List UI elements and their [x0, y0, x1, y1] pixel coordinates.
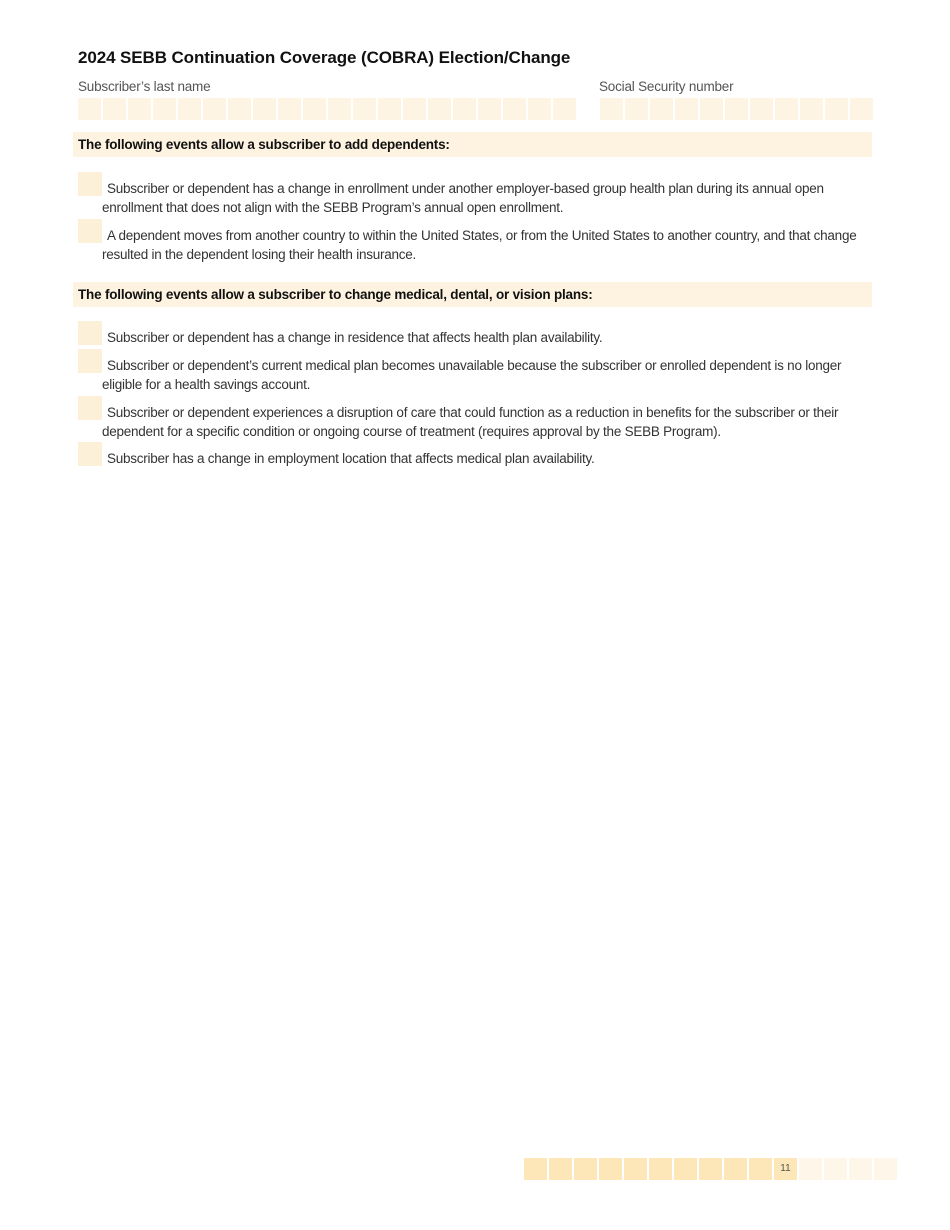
page-strip-cell — [749, 1158, 772, 1180]
last-name-char-box[interactable] — [453, 98, 476, 120]
page-strip-cell — [724, 1158, 747, 1180]
ssn-digit-box[interactable] — [775, 98, 798, 120]
page-number: 11 — [774, 1158, 797, 1180]
last-name-char-box[interactable] — [228, 98, 251, 120]
last-name-char-box[interactable] — [478, 98, 501, 120]
last-name-char-box[interactable] — [153, 98, 176, 120]
last-name-char-box[interactable] — [428, 98, 451, 120]
last-name-char-box[interactable] — [253, 98, 276, 120]
page-strip-cell — [674, 1158, 697, 1180]
ssn-digit-box[interactable] — [825, 98, 848, 120]
last-name-char-box[interactable] — [353, 98, 376, 120]
change-plans-item — [78, 349, 868, 394]
page-strip-cell — [699, 1158, 722, 1180]
change-plans-heading: The following events allow a subscriber to change medical, dental, or vision plans: — [73, 282, 872, 307]
event-checkbox[interactable] — [78, 442, 102, 466]
event-label: Subscriber or dependent’s current medical plan becomes unavailable because the subscriber or enrolled dependent is no longer eligible for a health savings account. — [102, 358, 842, 392]
ssn-input[interactable] — [600, 98, 875, 120]
ssn-label: Social Security number — [599, 79, 734, 94]
event-label: Subscriber or dependent experiences a disruption of care that could function as a reduction in benefits for the subscriber or their dependent for a specific condition or ongoing course of treatment (requires approval by the SEBB Program). — [102, 405, 839, 439]
last-name-char-box[interactable] — [328, 98, 351, 120]
page-strip-cell — [599, 1158, 622, 1180]
event-label: A dependent moves from another country to within the United States, or from the United States to another country, and that change resulted in the dependent losing their health insurance. — [102, 228, 857, 262]
event-checkbox[interactable] — [78, 172, 102, 196]
page-strip-cell — [874, 1158, 897, 1180]
change-plans-item — [78, 442, 868, 469]
event-checkbox[interactable] — [78, 396, 102, 420]
page-strip-cell — [524, 1158, 547, 1180]
last-name-char-box[interactable] — [103, 98, 126, 120]
last-name-char-box[interactable] — [378, 98, 401, 120]
event-label: Subscriber has a change in employment location that affects medical plan availability. — [107, 451, 595, 466]
last-name-char-box[interactable] — [128, 98, 151, 120]
event-label: Subscriber or dependent has a change in enrollment under another employer-based group health plan during its annual open enrollment that does not align with the SEBB Program’s annual open enrollment. — [102, 181, 824, 215]
last-name-char-box[interactable] — [303, 98, 326, 120]
last-name-char-box[interactable] — [403, 98, 426, 120]
page-strip-cell — [824, 1158, 847, 1180]
last-name-char-box[interactable] — [78, 98, 101, 120]
last-name-input[interactable] — [78, 98, 578, 120]
event-checkbox[interactable] — [78, 349, 102, 373]
ssn-digit-box[interactable] — [750, 98, 773, 120]
page-strip-cell — [849, 1158, 872, 1180]
change-plans-item — [78, 396, 868, 441]
page-strip-cell — [799, 1158, 822, 1180]
add-dependents-item — [78, 219, 868, 264]
form-title: 2024 SEBB Continuation Coverage (COBRA) Election/Change — [78, 48, 571, 67]
page-strip-cell — [574, 1158, 597, 1180]
ssn-digit-box[interactable] — [700, 98, 723, 120]
page-indicator-strip — [524, 1158, 899, 1180]
event-checkbox[interactable] — [78, 219, 102, 243]
last-name-char-box[interactable] — [553, 98, 576, 120]
last-name-label: Subscriber’s last name — [78, 79, 211, 94]
page-strip-cell — [624, 1158, 647, 1180]
ssn-digit-box[interactable] — [675, 98, 698, 120]
last-name-char-box[interactable] — [178, 98, 201, 120]
event-checkbox[interactable] — [78, 321, 102, 345]
last-name-char-box[interactable] — [528, 98, 551, 120]
change-plans-item — [78, 321, 868, 348]
event-label: Subscriber or dependent has a change in residence that affects health plan availability. — [107, 330, 603, 345]
ssn-digit-box[interactable] — [625, 98, 648, 120]
ssn-digit-box[interactable] — [725, 98, 748, 120]
last-name-char-box[interactable] — [503, 98, 526, 120]
ssn-digit-box[interactable] — [600, 98, 623, 120]
page-strip-cell — [649, 1158, 672, 1180]
add-dependents-item — [78, 172, 868, 217]
ssn-digit-box[interactable] — [650, 98, 673, 120]
page-strip-cell — [549, 1158, 572, 1180]
last-name-char-box[interactable] — [278, 98, 301, 120]
ssn-digit-box[interactable] — [800, 98, 823, 120]
last-name-char-box[interactable] — [203, 98, 226, 120]
ssn-digit-box[interactable] — [850, 98, 873, 120]
add-dependents-heading: The following events allow a subscriber to add dependents: — [73, 132, 872, 157]
